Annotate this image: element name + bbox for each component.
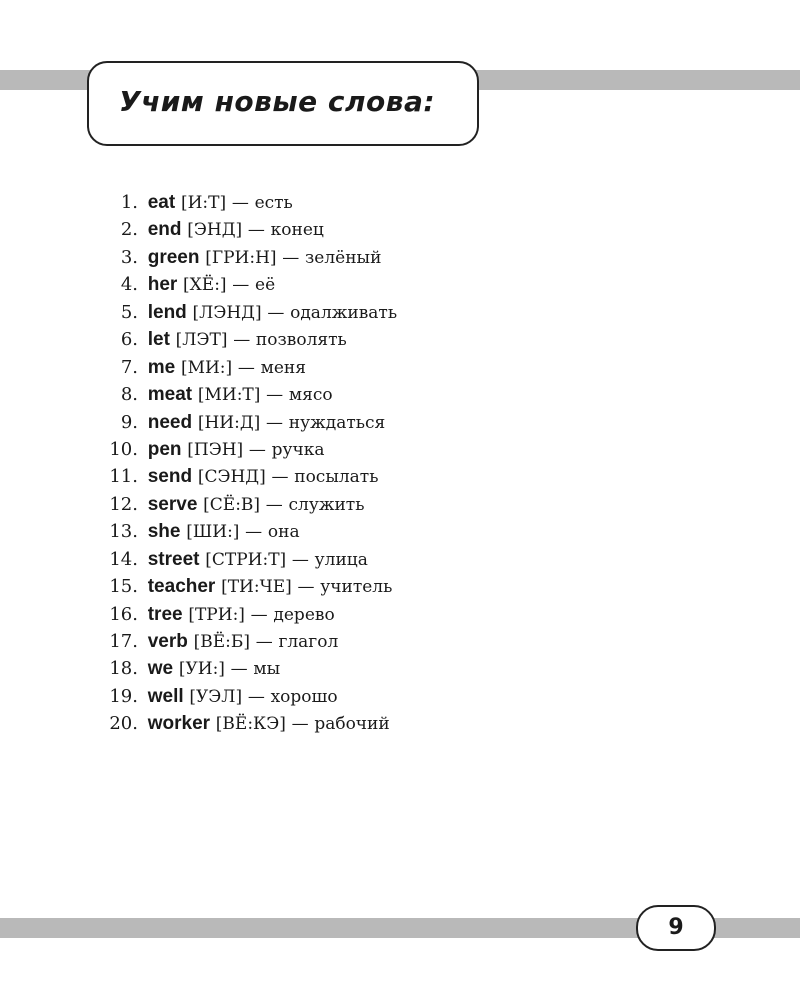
list-item — [100, 518, 700, 545]
list-item — [100, 326, 700, 353]
list-item — [100, 601, 700, 628]
dash: — — [230, 659, 248, 680]
transcription: [ВЁ:Б] — [193, 632, 250, 652]
list-item — [100, 409, 700, 436]
dash: — — [232, 275, 250, 296]
dash: — — [255, 632, 273, 652]
transcription: [СТРИ:Т] — [205, 549, 287, 570]
item-number: 10. — [109, 438, 138, 460]
list-item — [100, 546, 700, 573]
item-number: 4. — [120, 274, 138, 296]
translation: дерево — [273, 604, 335, 625]
title-box — [87, 61, 479, 146]
item-number: 11. — [109, 466, 138, 488]
dash: — — [231, 193, 249, 213]
translation: глагол — [278, 632, 339, 652]
english-word: well — [147, 685, 184, 707]
transcription: [МИ:] — [180, 357, 233, 378]
dash: — — [282, 247, 300, 268]
transcription: [УЭЛ] — [189, 686, 243, 707]
list-item — [100, 381, 700, 408]
translation: есть — [254, 193, 293, 213]
list-item — [100, 271, 700, 298]
english-word: serve — [147, 493, 198, 515]
dash: — — [245, 522, 263, 543]
english-word: we — [147, 658, 174, 680]
english-word: meat — [147, 384, 193, 406]
transcription: [ГРИ:Н] — [205, 247, 277, 268]
dash: — — [297, 577, 315, 598]
english-word: green — [147, 246, 200, 268]
english-word: worker — [147, 713, 211, 735]
translation: зелёный — [305, 247, 382, 268]
dash: — — [266, 385, 284, 406]
english-word: pen — [147, 438, 182, 460]
list-item — [100, 655, 700, 682]
transcription: [ХЁ:] — [183, 275, 227, 296]
english-word: send — [147, 466, 193, 488]
list-item — [100, 710, 700, 737]
translation: улица — [314, 549, 368, 570]
transcription: [МИ:Т] — [197, 385, 261, 406]
list-item — [100, 463, 700, 490]
translation: её — [255, 275, 276, 296]
translation: нуждаться — [288, 412, 386, 433]
dash: — — [267, 302, 285, 323]
dash: — — [271, 467, 289, 488]
dash: — — [247, 220, 265, 241]
item-number: 16. — [109, 603, 138, 625]
item-number: 19. — [109, 685, 138, 707]
list-item — [100, 628, 700, 655]
page-number-badge — [636, 905, 716, 951]
translation: рабочий — [314, 714, 390, 735]
transcription: [УИ:] — [178, 659, 225, 680]
item-number: 14. — [109, 548, 138, 570]
item-number: 9. — [120, 411, 138, 433]
dash: — — [248, 439, 266, 460]
item-number: 7. — [120, 356, 138, 378]
item-number: 2. — [120, 219, 138, 241]
translation: учитель — [320, 577, 393, 598]
dash: — — [291, 714, 309, 735]
list-item — [100, 244, 700, 271]
transcription: [СЭНД] — [197, 467, 266, 488]
translation: мы — [253, 659, 281, 680]
translation: служить — [288, 494, 365, 515]
transcription: [ШИ:] — [186, 522, 240, 543]
vocabulary-list — [100, 189, 700, 738]
dash: — — [233, 330, 251, 351]
item-number: 5. — [120, 301, 138, 323]
translation: хорошо — [270, 686, 338, 707]
transcription: [ТИ:ЧЕ] — [221, 577, 292, 598]
page-title: Учим новые слова: — [119, 85, 436, 118]
item-number: 18. — [109, 658, 138, 680]
item-number: 17. — [109, 631, 138, 652]
translation: мясо — [288, 385, 333, 406]
transcription: [ЛЭТ] — [175, 330, 228, 351]
list-item — [100, 299, 700, 326]
english-word: teacher — [147, 576, 216, 598]
english-word: eat — [147, 192, 176, 213]
english-word: her — [147, 274, 178, 296]
english-word: verb — [147, 631, 188, 652]
translation: позволять — [255, 330, 347, 351]
dash: — — [247, 686, 265, 707]
translation: она — [267, 522, 300, 543]
list-item — [100, 491, 700, 518]
list-item — [100, 573, 700, 600]
transcription: [НИ:Д] — [197, 412, 261, 433]
dash: — — [237, 357, 255, 378]
transcription: [ЛЭНД] — [192, 302, 262, 323]
page-number: 9 — [668, 915, 684, 940]
english-word: tree — [147, 603, 183, 625]
transcription: [ПЭН] — [187, 439, 244, 460]
english-word: need — [147, 411, 193, 433]
transcription: [СЁ:В] — [203, 494, 261, 515]
translation: конец — [270, 220, 324, 241]
list-item — [100, 683, 700, 710]
item-number: 20. — [109, 713, 138, 735]
item-number: 12. — [109, 493, 138, 515]
item-number: 8. — [120, 384, 138, 406]
transcription: [ЭНД] — [187, 220, 243, 241]
list-item — [100, 354, 700, 381]
dash: — — [291, 549, 309, 570]
list-item — [100, 216, 700, 243]
dash: — — [250, 604, 268, 625]
translation: посылать — [294, 467, 379, 488]
dash: — — [265, 494, 283, 515]
item-number: 13. — [109, 521, 138, 543]
item-number: 15. — [109, 576, 138, 598]
transcription: [И:Т] — [180, 193, 227, 213]
dash: — — [266, 412, 284, 433]
list-item — [100, 189, 700, 216]
item-number: 6. — [120, 329, 138, 351]
translation: ручка — [271, 439, 325, 460]
english-word: she — [147, 521, 181, 543]
translation: меня — [260, 357, 306, 378]
item-number: 1. — [120, 192, 138, 213]
transcription: [ВЁ:КЭ] — [215, 714, 286, 735]
english-word: lend — [147, 301, 187, 323]
list-item — [100, 436, 700, 463]
english-word: street — [147, 548, 200, 570]
english-word: end — [147, 219, 182, 241]
translation: одалживать — [290, 302, 398, 323]
item-number: 3. — [120, 246, 138, 268]
transcription: [ТРИ:] — [188, 604, 245, 625]
english-word: me — [147, 356, 176, 378]
english-word: let — [147, 329, 170, 351]
